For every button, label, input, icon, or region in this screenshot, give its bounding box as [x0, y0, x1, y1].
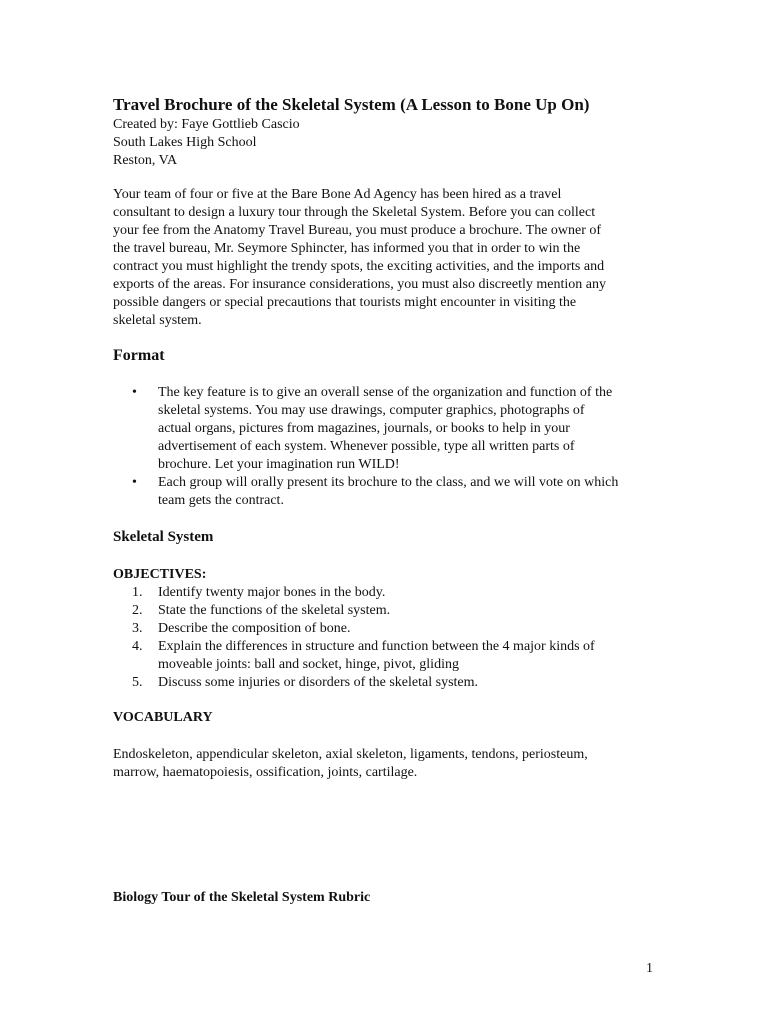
- format-bullet-item: [132, 474, 672, 510]
- vocabulary-paragraph: [113, 746, 673, 782]
- intro-line: exports of the areas. For insurance considerations, you must also discreetly mention any: [113, 277, 606, 292]
- bullet-line: skeletal systems. You may use drawings, computer graphics, photographs of: [158, 403, 585, 418]
- objective-number: 5.: [132, 675, 143, 690]
- intro-line: consultant to design a luxury tour through the Skeletal System. Before you can collect: [113, 205, 596, 220]
- intro-line: your fee from the Anatomy Travel Bureau, you must produce a brochure. The owner of: [113, 223, 602, 238]
- intro-line: the travel bureau, Mr. Seymore Sphincter, has informed you that in order to win the: [113, 241, 581, 256]
- skeletal-system-heading: Skeletal System: [113, 529, 214, 545]
- objective-text: Explain the differences in structure and function between the 4 major kinds of: [158, 639, 595, 654]
- bullet-icon: •: [132, 385, 137, 400]
- page-number: 1: [646, 961, 653, 976]
- objective-number: 2.: [132, 603, 143, 618]
- author-line: Created by: Faye Gottlieb Cascio: [113, 117, 300, 132]
- bullet-line: Each group will orally present its brochure to the class, and we will vote on which: [158, 475, 619, 490]
- intro-paragraph: [113, 186, 673, 330]
- vocabulary-line: Endoskeleton, appendicular skeleton, axial skeleton, ligaments, tendons, periosteum,: [113, 747, 588, 762]
- bullet-line: actual organs, pictures from magazines, journals, or books to help in your: [158, 421, 570, 436]
- objective-item: [132, 674, 672, 692]
- format-bullet-list: [132, 384, 672, 510]
- bullet-icon: •: [132, 475, 137, 490]
- rubric-heading: Biology Tour of the Skeletal System Rubric: [113, 890, 371, 905]
- objective-text: State the functions of the skeletal system.: [158, 603, 391, 618]
- school-line: South Lakes High School: [113, 135, 257, 150]
- objective-text: Discuss some injuries or disorders of the skeletal system.: [158, 675, 479, 690]
- intro-line: possible dangers or special precautions that tourists might encounter in visiting the: [113, 295, 577, 310]
- objectives-list: [132, 584, 672, 692]
- objective-number: 4.: [132, 639, 143, 654]
- intro-line: skeletal system.: [113, 313, 202, 328]
- location-line: Reston, VA: [113, 153, 178, 168]
- intro-line: contract you must highlight the trendy spots, the exciting activities, and the imports and: [113, 259, 605, 274]
- vocabulary-heading: VOCABULARY: [113, 710, 213, 725]
- intro-line: Your team of four or five at the Bare Bone Ad Agency has been hired as a travel: [113, 187, 562, 202]
- bullet-line: team gets the contract.: [158, 493, 284, 508]
- objective-item: [132, 620, 672, 638]
- objective-item: [132, 602, 672, 620]
- vocabulary-line: marrow, haematopoiesis, ossification, joints, cartilage.: [113, 765, 418, 780]
- bullet-line: The key feature is to give an overall sense of the organization and function of the: [158, 385, 613, 400]
- bullet-line: advertisement of each system. Whenever possible, type all written parts of: [158, 439, 575, 454]
- bullet-line: brochure. Let your imagination run WILD!: [158, 457, 400, 472]
- objective-number: 3.: [132, 621, 143, 636]
- objective-text: Describe the composition of bone.: [158, 621, 351, 636]
- objective-text: Identify twenty major bones in the body.: [158, 585, 386, 600]
- document-title: Travel Brochure of the Skeletal System (A Lesson to Bone Up On): [113, 95, 590, 114]
- format-bullet-item: [132, 384, 672, 474]
- format-heading: Format: [113, 347, 165, 364]
- objective-text: moveable joints: ball and socket, hinge, pivot, gliding: [158, 657, 459, 672]
- objective-item: [132, 638, 672, 674]
- objective-number: 1.: [132, 585, 143, 600]
- objective-item: [132, 584, 672, 602]
- objectives-heading: OBJECTIVES:: [113, 567, 207, 582]
